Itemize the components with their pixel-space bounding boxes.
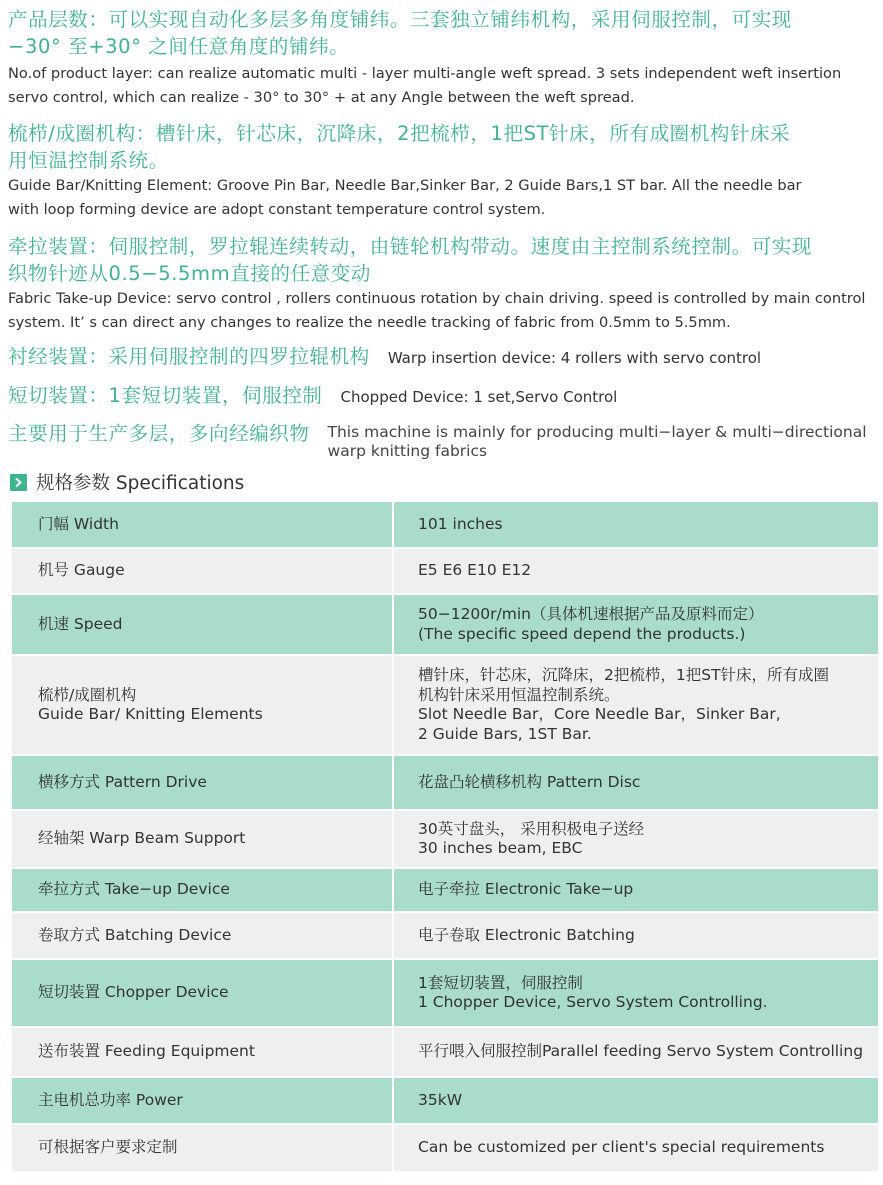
spec-label: 横移方式 Pattern Drive: [12, 755, 393, 810]
guide-bar-cn-line-1: 梳栉/成圈机构：槽针床，针芯床，沉降床，2把梳栉，1把ST针床，所有成圈机构针床采: [8, 122, 791, 145]
spec-value: 1套短切装置，伺服控制 1 Chopper Device, Servo System Controlling.: [393, 959, 878, 1027]
spec-label: 门幅 Width: [12, 502, 393, 548]
table-row: [12, 594, 878, 655]
take-up-en-line-2: system. It’ s can direct any changes to realize the needle tracking of fabric from 0.5mm to 5.5mm.: [8, 314, 731, 331]
warp-insertion-cn: 衬经装置：采用伺服控制的四罗拉辊机构: [8, 345, 370, 368]
spec-value: 花盘凸轮横移机构 Pattern Disc: [393, 755, 878, 810]
table-row: [12, 755, 878, 810]
table-row: [12, 1077, 878, 1124]
usage-en-line-1: This machine is mainly for producing multi−layer & multi−directional: [327, 423, 867, 441]
table-row: [12, 1124, 878, 1172]
spec-label: 牵拉方式 Take−up Device: [12, 868, 393, 912]
spec-label: 机速 Speed: [12, 594, 393, 655]
guide-bar-cn-line-2: 用恒温控制系统。: [8, 149, 169, 172]
spec-value: Can be customized per client's special requirements: [393, 1124, 878, 1172]
table-row: [12, 655, 878, 755]
spec-label: 可根据客户要求定制: [12, 1124, 393, 1172]
intro-usage: [8, 420, 880, 461]
intro-chopped-device: [8, 382, 880, 409]
product-layers-en-line-1: No.of product layer: can realize automatic multi - layer multi-angle weft spread. 3 sets independent weft insertion: [8, 65, 842, 82]
spec-value: E5 E6 E10 E12: [393, 548, 878, 594]
spec-label: 送布装置 Feeding Equipment: [12, 1027, 393, 1077]
spec-label: 主电机总功率 Power: [12, 1077, 393, 1124]
spec-value: 槽针床，针芯床，沉降床，2把梳栉，1把ST针床，所有成圈 机构针床采用恒温控制系统。 Slot Needle Bar，Core Needle Bar，Sinker Bar, 2 Guide Bars, 1ST Bar.: [393, 655, 878, 755]
intro-guide-bar: [8, 120, 880, 222]
spec-value: 平行喂入伺服控制Parallel feeding Servo System Controlling: [393, 1027, 878, 1077]
take-up-en-line-1: Fabric Take-up Device: servo control , rollers continuous rotation by chain driving. speed is controlled by main control: [8, 290, 866, 307]
chopped-device-cn: 短切装置：1套短切装置，伺服控制: [8, 384, 323, 407]
table-row: [12, 810, 878, 868]
spec-label: 卷取方式 Batching Device: [12, 912, 393, 959]
intro-product-layers: [8, 6, 880, 110]
usage-en-line-2: warp knitting fabrics: [327, 442, 488, 460]
spec-value: 50−1200r/min（具体机速根据产品及原料而定） (The specific speed depend the products.): [393, 594, 878, 655]
spec-value: 30英寸盘头， 采用积极电子送经 30 inches beam, EBC: [393, 810, 878, 868]
table-row: [12, 1027, 878, 1077]
take-up-cn-line-1: 牵拉装置：伺服控制，罗拉辊连续转动，由链轮机构带动。速度由主控制系统控制。可实现: [8, 235, 813, 258]
spec-label: 经轴架 Warp Beam Support: [12, 810, 393, 868]
usage-cn: 主要用于生产多层，多向经编织物: [8, 422, 310, 445]
spec-label: 短切装置 Chopper Device: [12, 959, 393, 1027]
guide-bar-en-line-1: Guide Bar/Knitting Element: Groove Pin Bar, Needle Bar,Sinker Bar, 2 Guide Bars,1 ST bar. All the needle bar: [8, 177, 802, 194]
take-up-cn-line-2: 织物针迹从0.5−5.5mm直接的任意变动: [8, 262, 371, 285]
intro-warp-insertion: [8, 343, 880, 370]
warp-insertion-en: Warp insertion device: 4 rollers with servo control: [387, 349, 762, 367]
spec-label: 梳栉/成圈机构 Guide Bar/ Knitting Elements: [12, 655, 393, 755]
spec-value: 电子牵拉 Electronic Take−up: [393, 868, 878, 912]
table-row: [12, 548, 878, 594]
spec-label: 机号 Gauge: [12, 548, 393, 594]
spec-value: 101 inches: [393, 502, 878, 548]
table-row: [12, 959, 878, 1027]
spec-heading: [10, 469, 244, 495]
chopped-device-en: Chopped Device: 1 set,Servo Control: [340, 388, 618, 406]
table-row: [12, 502, 878, 548]
spec-table: [12, 502, 878, 1173]
table-row: [12, 868, 878, 912]
product-layers-cn-line-2: −30° 至+30° 之间任意角度的铺纬。: [8, 35, 350, 58]
spec-value: 电子卷取 Electronic Batching: [393, 912, 878, 959]
chevron-right-icon: [10, 474, 27, 491]
spec-value: 35kW: [393, 1077, 878, 1124]
product-layers-en-line-2: servo control, which can realize - 30° to 30° + at any Angle between the weft spread.: [8, 89, 635, 106]
table-row: [12, 912, 878, 959]
intro-take-up: [8, 233, 880, 335]
guide-bar-en-line-2: with loop forming device are adopt constant temperature control system.: [8, 201, 546, 218]
product-layers-cn-line-1: 产品层数：可以实现自动化多层多角度铺纬。三套独立铺纬机构，采用伺服控制，可实现: [8, 8, 792, 31]
spec-title: 规格参数 Specifications: [36, 473, 245, 494]
